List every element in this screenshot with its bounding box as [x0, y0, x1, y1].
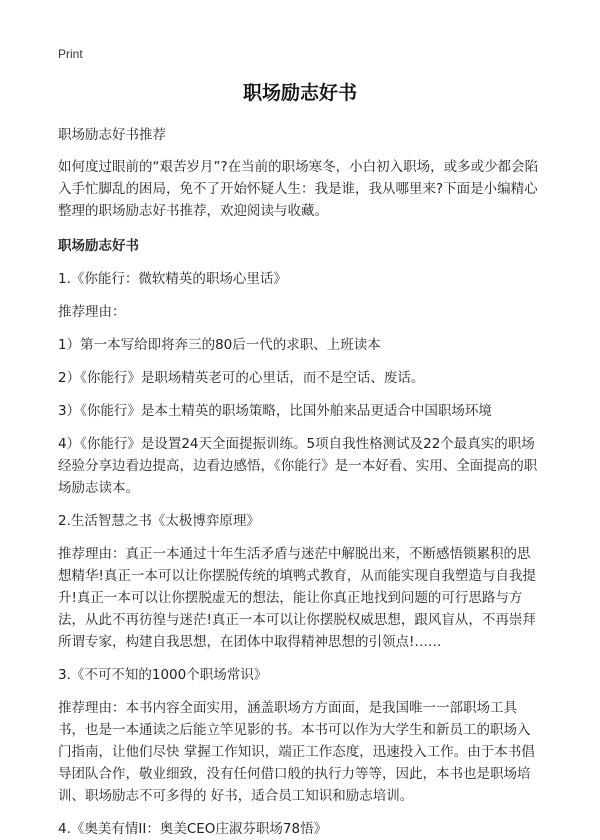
print-label: Print: [58, 47, 83, 61]
document-title: 职场励志好书: [242, 82, 357, 104]
book-1-reason-1: 1）第一本写给即将奔三的80后一代的求职、上班读本: [58, 337, 381, 353]
book-2-title: 2.生活智慧之书《太极博弈原理》: [58, 513, 260, 529]
book-1-reason-3: 3）《你能行》是本土精英的职场策略，比国外舶来品更适合中国职场环境: [58, 403, 492, 419]
book-1-reason-4: 4）《你能行》是设置24天全面提振训练。5项自我性格测试及22个最真实的职场经验分享边看边提高，边看边感悟，《你能行》是一本好看、实用、全面提高的职场励志读本。: [58, 436, 538, 496]
document-subtitle: 职场励志好书推荐: [58, 127, 166, 143]
section-heading: 职场励志好书: [58, 238, 139, 254]
intro-paragraph: 如何度过眼前的“艰苦岁月”?在当前的职场寒冬，小白初入职场，或多或少都会陷入手忙脚乱的困局，免不了开始怀疑人生：我是谁，我从哪里来?下面是小编精心整理的职场励志好书推荐，欢迎阅读与收藏。: [58, 159, 539, 219]
book-1-title: 1.《你能行：微软精英的职场心里话》: [58, 271, 287, 287]
book-3-title: 3.《不可不知的1000个职场常识》: [58, 667, 268, 683]
book-1-reason-label: 推荐理由：: [58, 304, 126, 320]
book-4-title: 4.《奥美有情II：奥美CEO庄淑芬职场78悟》: [58, 821, 328, 837]
book-2-reason: 推荐理由：真正一本通过十年生活矛盾与迷茫中解脱出来，不断感悟锁累积的思想精华!真正一本可以让你摆脱传统的填鸭式教育，从而能实现自我塑造与自我提升!真正一本可以让你摆脱虚无的想法，能让你真正地找到问题的可行思路与方法，从此不再彷徨与迷茫!真正一本可以让你摆脱权威思想，跟风盲从，不再崇拜所谓专家，构建自我思想，在团体中取得精神思想的引领点!……: [58, 546, 536, 650]
book-3-reason: 推荐理由：本书内容全面实用，涵盖职场方方面面，是我国唯一一部职场工具书，也是一本通读之后能立竿见影的书。本书可以作为大学生和新员工的职场入门指南，让他们尽快 掌握工作知识，端正工作态度，迅速投入工作。由于本书倡导团队合作，敬业细致，没有任何借口般的执行力等等，因此，本书也是职场培训、职场励志不可多得的 好书，适合员工知识和励志培训。: [58, 700, 535, 804]
book-1-reason-2: 2）《你能行》是职场精英老可的心里话，而不是空话、废话。: [58, 370, 425, 386]
